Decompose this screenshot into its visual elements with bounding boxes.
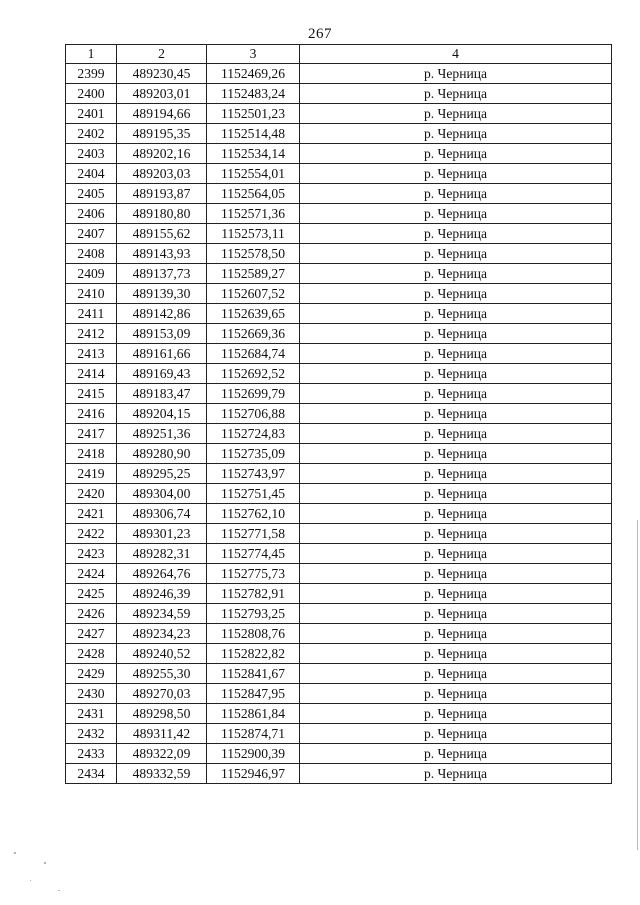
table-row [66, 504, 612, 524]
y-coordinate-cell: 1152483,24 [207, 84, 300, 104]
point-number-cell: 2412 [66, 324, 117, 344]
description-cell: р. Черница [300, 484, 612, 504]
table-row [66, 584, 612, 604]
table-row [66, 564, 612, 584]
x-coordinate-cell: 489161,66 [117, 344, 207, 364]
y-coordinate-cell: 1152841,67 [207, 664, 300, 684]
description-cell: р. Черница [300, 724, 612, 744]
description-cell: р. Черница [300, 764, 612, 784]
y-coordinate-cell: 1152554,01 [207, 164, 300, 184]
description-cell: р. Черница [300, 604, 612, 624]
table-row [66, 524, 612, 544]
point-number-cell: 2419 [66, 464, 117, 484]
x-coordinate-cell: 489139,30 [117, 284, 207, 304]
y-coordinate-cell: 1152847,95 [207, 684, 300, 704]
y-coordinate-cell: 1152735,09 [207, 444, 300, 464]
y-coordinate-cell: 1152692,52 [207, 364, 300, 384]
point-number-cell: 2424 [66, 564, 117, 584]
x-coordinate-cell: 489193,87 [117, 184, 207, 204]
description-cell: р. Черница [300, 124, 612, 144]
x-coordinate-cell: 489270,03 [117, 684, 207, 704]
header-col-2: 2 [117, 45, 207, 64]
table-row [66, 684, 612, 704]
y-coordinate-cell: 1152793,25 [207, 604, 300, 624]
point-number-cell: 2418 [66, 444, 117, 464]
point-number-cell: 2408 [66, 244, 117, 264]
description-cell: р. Черница [300, 244, 612, 264]
y-coordinate-cell: 1152900,39 [207, 744, 300, 764]
header-col-1: 1 [66, 45, 117, 64]
table-body [66, 64, 612, 784]
y-coordinate-cell: 1152874,71 [207, 724, 300, 744]
x-coordinate-cell: 489142,86 [117, 304, 207, 324]
description-cell: р. Черница [300, 544, 612, 564]
table-header [66, 45, 612, 64]
x-coordinate-cell: 489332,59 [117, 764, 207, 784]
x-coordinate-cell: 489280,90 [117, 444, 207, 464]
description-cell: р. Черница [300, 624, 612, 644]
point-number-cell: 2400 [66, 84, 117, 104]
scan-speck [30, 880, 31, 881]
description-cell: р. Черница [300, 284, 612, 304]
x-coordinate-cell: 489234,23 [117, 624, 207, 644]
table-row [66, 64, 612, 84]
description-cell: р. Черница [300, 364, 612, 384]
header-row [66, 45, 612, 64]
table-row [66, 644, 612, 664]
x-coordinate-cell: 489298,50 [117, 704, 207, 724]
description-cell: р. Черница [300, 204, 612, 224]
scan-speck [14, 852, 16, 854]
description-cell: р. Черница [300, 264, 612, 284]
point-number-cell: 2430 [66, 684, 117, 704]
table-row [66, 484, 612, 504]
description-cell: р. Черница [300, 144, 612, 164]
y-coordinate-cell: 1152751,45 [207, 484, 300, 504]
description-cell: р. Черница [300, 404, 612, 424]
table-row [66, 184, 612, 204]
y-coordinate-cell: 1152607,52 [207, 284, 300, 304]
y-coordinate-cell: 1152774,45 [207, 544, 300, 564]
table-row [66, 284, 612, 304]
x-coordinate-cell: 489240,52 [117, 644, 207, 664]
description-cell: р. Черница [300, 684, 612, 704]
point-number-cell: 2420 [66, 484, 117, 504]
table-row [66, 704, 612, 724]
x-coordinate-cell: 489169,43 [117, 364, 207, 384]
point-number-cell: 2405 [66, 184, 117, 204]
y-coordinate-cell: 1152573,11 [207, 224, 300, 244]
point-number-cell: 2415 [66, 384, 117, 404]
description-cell: р. Черница [300, 384, 612, 404]
y-coordinate-cell: 1152669,36 [207, 324, 300, 344]
x-coordinate-cell: 489255,30 [117, 664, 207, 684]
x-coordinate-cell: 489203,03 [117, 164, 207, 184]
y-coordinate-cell: 1152501,23 [207, 104, 300, 124]
x-coordinate-cell: 489194,66 [117, 104, 207, 124]
scan-edge-line [637, 520, 638, 850]
y-coordinate-cell: 1152571,36 [207, 204, 300, 224]
header-col-3: 3 [207, 45, 300, 64]
y-coordinate-cell: 1152724,83 [207, 424, 300, 444]
y-coordinate-cell: 1152762,10 [207, 504, 300, 524]
point-number-cell: 2425 [66, 584, 117, 604]
x-coordinate-cell: 489153,09 [117, 324, 207, 344]
coordinates-table [65, 44, 612, 784]
table-row [66, 404, 612, 424]
point-number-cell: 2403 [66, 144, 117, 164]
table-row [66, 424, 612, 444]
x-coordinate-cell: 489183,47 [117, 384, 207, 404]
description-cell: р. Черница [300, 744, 612, 764]
table-row [66, 224, 612, 244]
table-row [66, 244, 612, 264]
point-number-cell: 2414 [66, 364, 117, 384]
y-coordinate-cell: 1152639,65 [207, 304, 300, 324]
x-coordinate-cell: 489311,42 [117, 724, 207, 744]
point-number-cell: 2413 [66, 344, 117, 364]
table-row [66, 364, 612, 384]
y-coordinate-cell: 1152699,79 [207, 384, 300, 404]
y-coordinate-cell: 1152771,58 [207, 524, 300, 544]
y-coordinate-cell: 1152469,26 [207, 64, 300, 84]
table-row [66, 384, 612, 404]
point-number-cell: 2423 [66, 544, 117, 564]
table-row [66, 604, 612, 624]
description-cell: р. Черница [300, 644, 612, 664]
table-row [66, 304, 612, 324]
description-cell: р. Черница [300, 64, 612, 84]
y-coordinate-cell: 1152861,84 [207, 704, 300, 724]
table-row [66, 624, 612, 644]
table-row [66, 84, 612, 104]
point-number-cell: 2409 [66, 264, 117, 284]
x-coordinate-cell: 489195,35 [117, 124, 207, 144]
description-cell: р. Черница [300, 224, 612, 244]
point-number-cell: 2416 [66, 404, 117, 424]
point-number-cell: 2433 [66, 744, 117, 764]
y-coordinate-cell: 1152782,91 [207, 584, 300, 604]
point-number-cell: 2428 [66, 644, 117, 664]
x-coordinate-cell: 489301,23 [117, 524, 207, 544]
y-coordinate-cell: 1152564,05 [207, 184, 300, 204]
scan-speck [58, 890, 60, 891]
point-number-cell: 2411 [66, 304, 117, 324]
x-coordinate-cell: 489180,80 [117, 204, 207, 224]
table-row [66, 664, 612, 684]
x-coordinate-cell: 489251,36 [117, 424, 207, 444]
table-row [66, 264, 612, 284]
y-coordinate-cell: 1152534,14 [207, 144, 300, 164]
x-coordinate-cell: 489282,31 [117, 544, 207, 564]
y-coordinate-cell: 1152514,48 [207, 124, 300, 144]
point-number-cell: 2406 [66, 204, 117, 224]
description-cell: р. Черница [300, 464, 612, 484]
y-coordinate-cell: 1152589,27 [207, 264, 300, 284]
x-coordinate-cell: 489155,62 [117, 224, 207, 244]
description-cell: р. Черница [300, 304, 612, 324]
x-coordinate-cell: 489306,74 [117, 504, 207, 524]
point-number-cell: 2434 [66, 764, 117, 784]
y-coordinate-cell: 1152578,50 [207, 244, 300, 264]
y-coordinate-cell: 1152706,88 [207, 404, 300, 424]
x-coordinate-cell: 489204,15 [117, 404, 207, 424]
point-number-cell: 2431 [66, 704, 117, 724]
x-coordinate-cell: 489246,39 [117, 584, 207, 604]
header-col-4: 4 [300, 45, 612, 64]
y-coordinate-cell: 1152743,97 [207, 464, 300, 484]
x-coordinate-cell: 489322,09 [117, 744, 207, 764]
y-coordinate-cell: 1152775,73 [207, 564, 300, 584]
y-coordinate-cell: 1152808,76 [207, 624, 300, 644]
page-number: 267 [308, 26, 332, 42]
description-cell: р. Черница [300, 704, 612, 724]
description-cell: р. Черница [300, 444, 612, 464]
point-number-cell: 2402 [66, 124, 117, 144]
point-number-cell: 2410 [66, 284, 117, 304]
table-row [66, 144, 612, 164]
scan-speck [44, 862, 46, 864]
table-row [66, 324, 612, 344]
table-row [66, 344, 612, 364]
point-number-cell: 2427 [66, 624, 117, 644]
point-number-cell: 2417 [66, 424, 117, 444]
table-row [66, 204, 612, 224]
point-number-cell: 2404 [66, 164, 117, 184]
x-coordinate-cell: 489143,93 [117, 244, 207, 264]
description-cell: р. Черница [300, 344, 612, 364]
y-coordinate-cell: 1152822,82 [207, 644, 300, 664]
x-coordinate-cell: 489234,59 [117, 604, 207, 624]
table-row [66, 104, 612, 124]
description-cell: р. Черница [300, 324, 612, 344]
point-number-cell: 2426 [66, 604, 117, 624]
point-number-cell: 2407 [66, 224, 117, 244]
x-coordinate-cell: 489203,01 [117, 84, 207, 104]
point-number-cell: 2421 [66, 504, 117, 524]
x-coordinate-cell: 489202,16 [117, 144, 207, 164]
point-number-cell: 2422 [66, 524, 117, 544]
x-coordinate-cell: 489295,25 [117, 464, 207, 484]
description-cell: р. Черница [300, 424, 612, 444]
table-row [66, 464, 612, 484]
description-cell: р. Черница [300, 84, 612, 104]
description-cell: р. Черница [300, 104, 612, 124]
point-number-cell: 2401 [66, 104, 117, 124]
description-cell: р. Черница [300, 584, 612, 604]
x-coordinate-cell: 489264,76 [117, 564, 207, 584]
y-coordinate-cell: 1152684,74 [207, 344, 300, 364]
description-cell: р. Черница [300, 504, 612, 524]
table-row [66, 124, 612, 144]
x-coordinate-cell: 489304,00 [117, 484, 207, 504]
x-coordinate-cell: 489230,45 [117, 64, 207, 84]
description-cell: р. Черница [300, 184, 612, 204]
point-number-cell: 2429 [66, 664, 117, 684]
description-cell: р. Черница [300, 164, 612, 184]
point-number-cell: 2432 [66, 724, 117, 744]
description-cell: р. Черница [300, 664, 612, 684]
description-cell: р. Черница [300, 564, 612, 584]
point-number-cell: 2399 [66, 64, 117, 84]
table-row [66, 444, 612, 464]
table-row [66, 164, 612, 184]
table-row [66, 724, 612, 744]
table-row [66, 764, 612, 784]
y-coordinate-cell: 1152946,97 [207, 764, 300, 784]
description-cell: р. Черница [300, 524, 612, 544]
table-row [66, 744, 612, 764]
x-coordinate-cell: 489137,73 [117, 264, 207, 284]
table-row [66, 544, 612, 564]
